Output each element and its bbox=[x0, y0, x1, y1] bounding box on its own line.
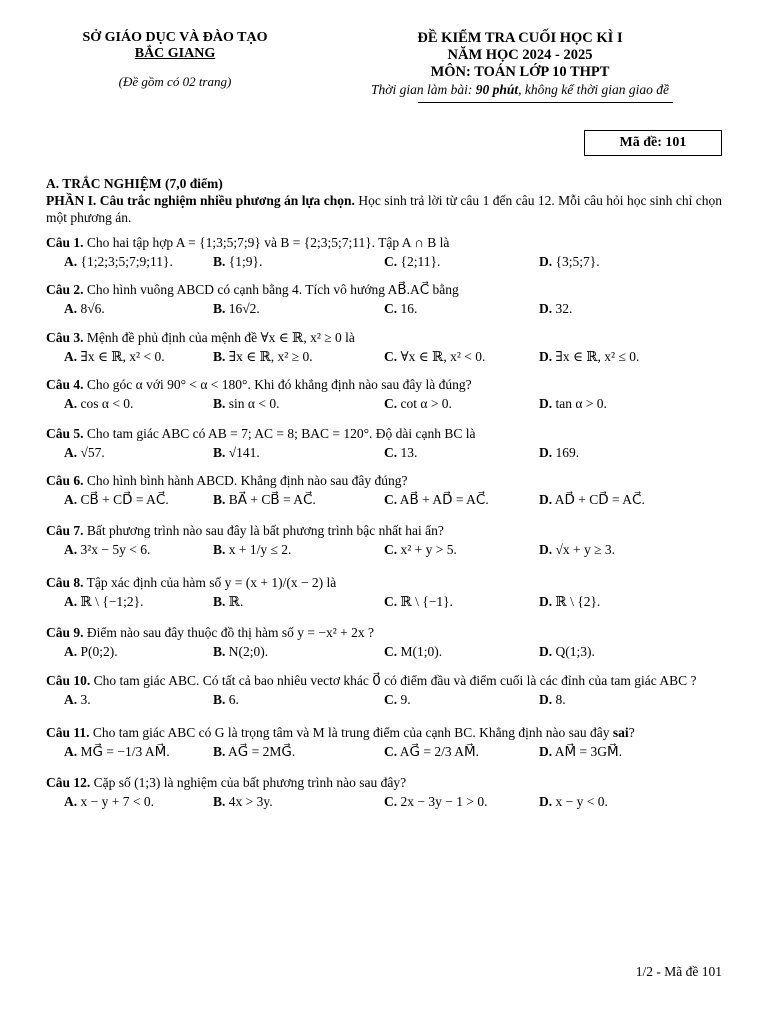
question-stem bbox=[46, 672, 722, 690]
option-b[interactable] bbox=[213, 644, 268, 660]
option-value: tan α > 0. bbox=[555, 396, 607, 411]
option-letter: A. bbox=[64, 542, 78, 557]
school-year: NĂM HỌC 2024 - 2025 bbox=[447, 47, 593, 63]
question-6 bbox=[46, 472, 722, 512]
option-value: AB⃗ + AD⃗ = AC⃗. bbox=[399, 492, 489, 507]
option-c[interactable] bbox=[384, 542, 457, 558]
option-d[interactable] bbox=[539, 692, 566, 708]
option-b[interactable] bbox=[213, 254, 262, 270]
option-a[interactable] bbox=[64, 594, 143, 610]
option-letter: C. bbox=[384, 254, 398, 269]
option-value: ∀x ∈ ℝ, x² < 0. bbox=[400, 349, 486, 364]
option-b[interactable] bbox=[213, 396, 279, 412]
option-value: x² + y > 5. bbox=[400, 542, 457, 557]
option-value: {1;9}. bbox=[228, 254, 263, 269]
option-d[interactable] bbox=[539, 396, 607, 412]
option-b[interactable] bbox=[213, 492, 316, 508]
question-text: Cho tam giác ABC có G là trọng tâm và M là trung điểm của cạnh BC. Khẳng định nào sau đây bbox=[89, 725, 613, 740]
option-letter: D. bbox=[539, 301, 553, 316]
option-letter: C. bbox=[384, 542, 398, 557]
question-stem bbox=[46, 281, 722, 299]
option-value: AG⃗ = 2MG⃗. bbox=[228, 744, 296, 759]
option-value: x − y < 0. bbox=[555, 794, 608, 809]
option-value: √141. bbox=[228, 445, 260, 460]
question-text: Tập xác định của hàm số y = (x + 1)/(x − 2) là bbox=[83, 575, 337, 590]
option-value: AM⃗ = 3GM⃗. bbox=[554, 744, 623, 759]
option-a[interactable] bbox=[64, 692, 91, 708]
question-text: Cặp số (1;3) là nghiệm của bất phương trình nào sau đây? bbox=[90, 775, 407, 790]
question-label: Câu 5. bbox=[46, 426, 84, 441]
option-value: cot α > 0. bbox=[400, 396, 452, 411]
part-intro: PHẦN I. Câu trắc nghiệm nhiều phương án lựa chọn. Học sinh trả lời từ câu 1 đến câu 12. Mỗi câu hỏi học sinh chỉ chọn một phương án. bbox=[46, 193, 723, 225]
answer-options bbox=[46, 394, 722, 416]
question-text: Điểm nào sau đây thuộc đồ thị hàm số y = −x² + 2x ? bbox=[83, 625, 374, 640]
option-value: √57. bbox=[80, 445, 105, 460]
option-letter: D. bbox=[539, 542, 553, 557]
option-a[interactable] bbox=[64, 349, 165, 365]
question-label: Câu 4. bbox=[46, 377, 84, 392]
option-letter: D. bbox=[539, 744, 553, 759]
option-c[interactable] bbox=[384, 644, 442, 660]
option-letter: C. bbox=[384, 744, 398, 759]
option-d[interactable] bbox=[539, 254, 600, 270]
question-12 bbox=[46, 774, 722, 814]
option-letter: A. bbox=[64, 396, 78, 411]
option-letter: B. bbox=[213, 542, 226, 557]
option-letter: C. bbox=[384, 594, 398, 609]
question-text: Cho hình bình hành ABCD. Khẳng định nào sau đây đúng? bbox=[83, 473, 408, 488]
subject: MÔN: TOÁN LỚP 10 THPT bbox=[430, 64, 610, 80]
question-9 bbox=[46, 624, 722, 664]
question-10 bbox=[46, 672, 722, 712]
option-value: sin α < 0. bbox=[228, 396, 280, 411]
answer-options bbox=[46, 742, 722, 764]
page-footer: 1/2 - Mã đề 101 bbox=[635, 964, 722, 979]
option-c[interactable] bbox=[384, 492, 489, 508]
option-a[interactable] bbox=[64, 445, 105, 461]
question-label: Câu 11. bbox=[46, 725, 90, 740]
answer-options bbox=[46, 642, 722, 664]
answer-options bbox=[46, 540, 722, 562]
option-value: N(2;0). bbox=[228, 644, 269, 659]
option-value: 16. bbox=[400, 301, 418, 316]
option-value: 3²x − 5y < 6. bbox=[80, 542, 151, 557]
option-letter: B. bbox=[213, 492, 226, 507]
answer-options bbox=[46, 347, 722, 369]
answer-options bbox=[46, 443, 722, 465]
option-value: √x + y ≥ 3. bbox=[555, 542, 616, 557]
option-d[interactable] bbox=[539, 794, 608, 810]
option-value: ℝ. bbox=[228, 594, 244, 609]
option-letter: A. bbox=[64, 254, 78, 269]
option-value: 13. bbox=[400, 445, 418, 460]
header-right bbox=[330, 30, 710, 98]
option-a[interactable] bbox=[64, 301, 105, 317]
option-d[interactable] bbox=[539, 492, 645, 508]
option-letter: C. bbox=[384, 492, 398, 507]
question-stem bbox=[46, 522, 722, 540]
question-7 bbox=[46, 522, 722, 562]
question-11 bbox=[46, 724, 722, 764]
option-a[interactable] bbox=[64, 492, 169, 508]
answer-options bbox=[46, 252, 722, 274]
question-label: Câu 12. bbox=[46, 775, 91, 790]
question-5 bbox=[46, 425, 722, 465]
option-c[interactable] bbox=[384, 594, 453, 610]
option-letter: A. bbox=[64, 692, 78, 707]
option-value: ℝ \ {−1}. bbox=[400, 594, 453, 609]
exam-title: ĐỀ KIỂM TRA CUỐI HỌC KÌ I bbox=[417, 30, 623, 46]
option-value: 9. bbox=[400, 692, 411, 707]
option-value: cos α < 0. bbox=[80, 396, 134, 411]
option-b[interactable] bbox=[213, 794, 273, 810]
option-value: MG⃗ = −1/3 AM⃗. bbox=[80, 744, 170, 759]
option-d[interactable] bbox=[539, 542, 615, 558]
option-letter: B. bbox=[213, 644, 226, 659]
question-text: Cho hình vuông ABCD có cạnh bằng 4. Tích vô hướng AB⃗.AC⃗ bằng bbox=[83, 282, 459, 297]
option-letter: B. bbox=[213, 254, 226, 269]
question-text: Cho tam giác ABC. Có tất cả bao nhiêu vectơ khác 0⃗ có điểm đầu và điểm cuối là các đỉnh của tam giác ABC ? bbox=[90, 673, 697, 688]
answer-options bbox=[46, 490, 722, 512]
question-label: Câu 10. bbox=[46, 673, 91, 688]
option-a[interactable] bbox=[64, 744, 170, 760]
exam-body bbox=[46, 175, 722, 814]
option-b[interactable] bbox=[213, 301, 260, 317]
option-value: {3;5;7}. bbox=[555, 254, 600, 269]
question-text: Mệnh đề phủ định của mệnh đề ∀x ∈ ℝ, x² ≥ 0 là bbox=[83, 330, 355, 345]
exam-code-box: Mã đề: 101 bbox=[584, 130, 722, 156]
province-name: BẮC GIANG bbox=[134, 46, 216, 61]
option-d[interactable] bbox=[539, 594, 600, 610]
option-letter: C. bbox=[384, 349, 398, 364]
header-left bbox=[46, 30, 304, 90]
option-a[interactable] bbox=[64, 396, 133, 412]
option-b[interactable] bbox=[213, 445, 260, 461]
option-b[interactable] bbox=[213, 744, 295, 760]
option-c[interactable] bbox=[384, 794, 487, 810]
option-b[interactable] bbox=[213, 542, 291, 558]
header-divider bbox=[418, 102, 673, 103]
option-letter: C. bbox=[384, 644, 398, 659]
question-text-end: ? bbox=[628, 725, 635, 740]
option-value: M(1;0). bbox=[400, 644, 443, 659]
option-value: ∃x ∈ ℝ, x² ≤ 0. bbox=[555, 349, 640, 364]
option-letter: C. bbox=[384, 794, 398, 809]
option-d[interactable] bbox=[539, 301, 572, 317]
option-value: x + 1/y ≤ 2. bbox=[228, 542, 292, 557]
option-d[interactable] bbox=[539, 644, 595, 660]
option-value: Q(1;3). bbox=[555, 644, 595, 659]
option-c[interactable] bbox=[384, 692, 411, 708]
option-letter: D. bbox=[539, 396, 553, 411]
option-letter: D. bbox=[539, 254, 553, 269]
option-value: CB⃗ + CD⃗ = AC⃗. bbox=[80, 492, 169, 507]
option-value: 16√2. bbox=[228, 301, 260, 316]
question-stem bbox=[46, 574, 722, 592]
option-value: {1;2;3;5;7;9;11}. bbox=[80, 254, 173, 269]
question-stem bbox=[46, 329, 722, 347]
option-b[interactable] bbox=[213, 692, 239, 708]
option-letter: A. bbox=[64, 349, 78, 364]
pages-note: (Đề gồm có 02 trang) bbox=[118, 74, 232, 89]
question-stem bbox=[46, 724, 722, 742]
option-value: 8. bbox=[555, 692, 566, 707]
question-stem bbox=[46, 472, 722, 490]
answer-options bbox=[46, 299, 722, 321]
time-limit: Thời gian làm bài: 90 phút, không kể thời gian giao đề bbox=[371, 82, 669, 97]
option-letter: A. bbox=[64, 492, 78, 507]
option-value: 32. bbox=[555, 301, 573, 316]
section-title: A. TRẮC NGHIỆM (7,0 điểm) bbox=[46, 176, 223, 191]
option-value: BA⃗ + CB⃗ = AC⃗. bbox=[228, 492, 316, 507]
option-value: 6. bbox=[228, 692, 239, 707]
option-letter: A. bbox=[64, 744, 78, 759]
option-letter: C. bbox=[384, 396, 398, 411]
question-text: Bất phương trình nào sau đây là bất phương trình bậc nhất hai ẩn? bbox=[83, 523, 444, 538]
option-letter: D. bbox=[539, 692, 553, 707]
option-value: ℝ \ {2}. bbox=[555, 594, 601, 609]
question-label: Câu 2. bbox=[46, 282, 84, 297]
option-letter: B. bbox=[213, 396, 226, 411]
option-c[interactable] bbox=[384, 349, 485, 365]
option-letter: A. bbox=[64, 644, 78, 659]
question-stem bbox=[46, 425, 722, 443]
option-value: 4x > 3y. bbox=[228, 794, 273, 809]
option-c[interactable] bbox=[384, 744, 479, 760]
option-value: ℝ \ {−1;2}. bbox=[80, 594, 144, 609]
question-emphasis: sai bbox=[612, 725, 629, 740]
question-4 bbox=[46, 376, 722, 416]
option-letter: B. bbox=[213, 349, 226, 364]
option-a[interactable] bbox=[64, 644, 118, 660]
option-value: ∃x ∈ ℝ, x² ≥ 0. bbox=[228, 349, 313, 364]
option-letter: B. bbox=[213, 594, 226, 609]
option-value: ∃x ∈ ℝ, x² < 0. bbox=[80, 349, 165, 364]
option-letter: A. bbox=[64, 594, 78, 609]
option-value: x − y + 7 < 0. bbox=[80, 794, 154, 809]
option-value: 3. bbox=[80, 692, 91, 707]
question-3 bbox=[46, 329, 722, 369]
question-label: Câu 9. bbox=[46, 625, 84, 640]
option-letter: B. bbox=[213, 445, 226, 460]
question-text: Cho hai tập hợp A = {1;3;5;7;9} và B = {2;3;5;7;11}. Tập A ∩ B là bbox=[83, 235, 450, 250]
option-b[interactable] bbox=[213, 349, 313, 365]
option-c[interactable] bbox=[384, 396, 452, 412]
answer-options bbox=[46, 792, 722, 814]
option-value: {2;11}. bbox=[400, 254, 441, 269]
option-letter: D. bbox=[539, 445, 553, 460]
option-d[interactable] bbox=[539, 349, 639, 365]
option-letter: D. bbox=[539, 492, 553, 507]
option-letter: D. bbox=[539, 644, 553, 659]
option-value: 169. bbox=[555, 445, 580, 460]
option-value: 8√6. bbox=[80, 301, 105, 316]
option-letter: C. bbox=[384, 301, 398, 316]
option-value: 2x − 3y − 1 > 0. bbox=[400, 794, 488, 809]
option-value: P(0;2). bbox=[80, 644, 118, 659]
option-letter: B. bbox=[213, 301, 226, 316]
option-letter: B. bbox=[213, 744, 226, 759]
option-letter: B. bbox=[213, 794, 226, 809]
option-value: AG⃗ = 2/3 AM⃗. bbox=[399, 744, 479, 759]
option-letter: C. bbox=[384, 445, 398, 460]
option-a[interactable] bbox=[64, 794, 154, 810]
department-name: SỞ GIÁO DỤC VÀ ĐÀO TẠO bbox=[82, 30, 268, 45]
option-b[interactable] bbox=[213, 594, 243, 610]
option-letter: A. bbox=[64, 445, 78, 460]
question-1 bbox=[46, 234, 722, 274]
option-value: AD⃗ + CD⃗ = AC⃗. bbox=[554, 492, 645, 507]
question-list bbox=[46, 234, 722, 814]
question-stem bbox=[46, 774, 722, 792]
answer-options bbox=[46, 690, 722, 712]
option-letter: A. bbox=[64, 794, 78, 809]
option-d[interactable] bbox=[539, 445, 579, 461]
option-a[interactable] bbox=[64, 542, 150, 558]
option-c[interactable] bbox=[384, 254, 440, 270]
option-c[interactable] bbox=[384, 445, 417, 461]
question-stem bbox=[46, 376, 722, 394]
question-label: Câu 7. bbox=[46, 523, 84, 538]
option-c[interactable] bbox=[384, 301, 417, 317]
option-a[interactable] bbox=[64, 254, 173, 270]
question-stem bbox=[46, 624, 722, 642]
option-d[interactable] bbox=[539, 744, 622, 760]
option-letter: A. bbox=[64, 301, 78, 316]
question-label: Câu 3. bbox=[46, 330, 84, 345]
option-letter: D. bbox=[539, 594, 553, 609]
question-label: Câu 8. bbox=[46, 575, 84, 590]
question-text: Cho góc α với 90° < α < 180°. Khi đó khẳng định nào sau đây là đúng? bbox=[83, 377, 472, 392]
question-2 bbox=[46, 281, 722, 321]
option-letter: C. bbox=[384, 692, 398, 707]
question-stem bbox=[46, 234, 722, 252]
option-letter: D. bbox=[539, 349, 553, 364]
answer-options bbox=[46, 592, 722, 614]
option-letter: D. bbox=[539, 794, 553, 809]
question-text: Cho tam giác ABC có AB = 7; AC = 8; BAC = 120°. Độ dài cạnh BC là bbox=[83, 426, 476, 441]
question-label: Câu 1. bbox=[46, 235, 84, 250]
option-letter: B. bbox=[213, 692, 226, 707]
question-8 bbox=[46, 574, 722, 614]
question-label: Câu 6. bbox=[46, 473, 84, 488]
